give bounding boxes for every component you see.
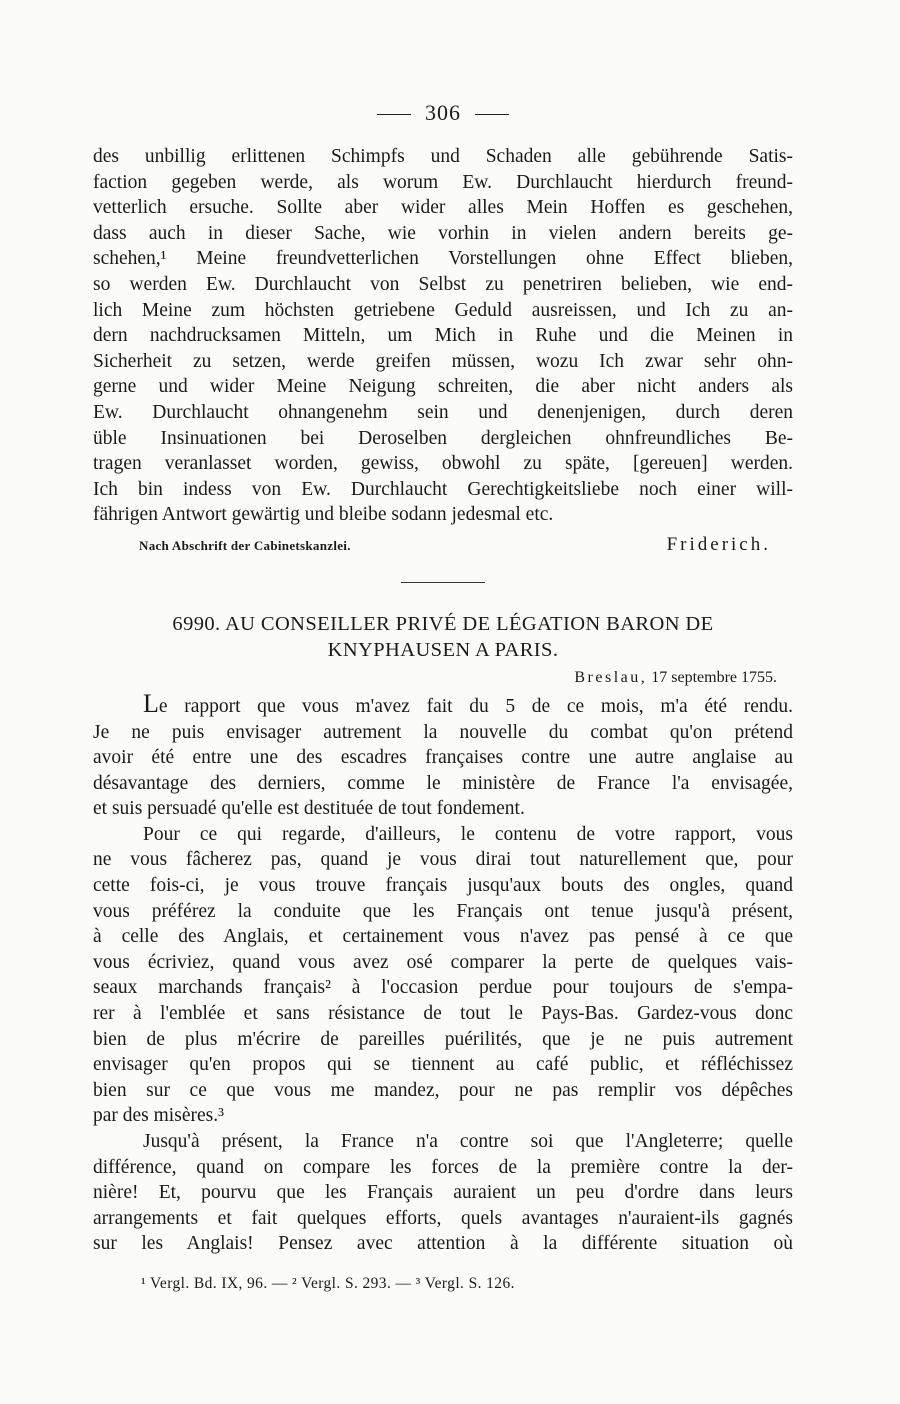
letter1-line: so werden Ew. Durchlaucht von Selbst zu penetriren belieben, wie end-	[93, 273, 793, 295]
letter2-paragraph-1	[93, 688, 793, 822]
letter2-heading	[93, 611, 793, 663]
dateline	[93, 669, 793, 687]
letter2-line: Pour ce qui regarde, d'ailleurs, le contenu de votre rapport, vous	[143, 823, 793, 845]
dash-left	[377, 114, 411, 115]
letter2-line: envisager qu'en propos qui se tiennent au café public, et réfléchissez	[93, 1054, 793, 1076]
letter2-line: Jusqu'à présent, la France n'a contre soi que l'Angleterre; quelle	[143, 1131, 793, 1152]
date-text: 17 septembre 1755.	[651, 668, 777, 686]
heading-line-2: KNYPHAUSEN A PARIS.	[327, 638, 559, 661]
letter1-line: dass auch in dieser Sache, wie vorhin in vielen andern bereits ge-	[93, 222, 793, 244]
letter1-line: dern nachdrucksamen Mitteln, um Mich in Ruhe und die Meinen in	[93, 325, 793, 347]
letter2-line: bien sur ce que vous me mandez, pour ne pas remplir vos dépêches	[93, 1079, 793, 1101]
letter1-line: vetterlich ersuche. Sollte aber wider alles Mein Hoffen es geschehen,	[93, 197, 793, 219]
letter2-line: seaux marchands français² à l'occasion perdue pour toujours de s'empa-	[93, 977, 793, 999]
letter2-paragraph-3	[93, 1129, 793, 1257]
page-number: 306	[425, 100, 461, 125]
letter1-line: des unbillig erlittenen Schimpfs und Schaden alle gebührende Satis-	[93, 146, 793, 167]
letter2-line: bien de plus m'écrire de pareilles puérilités, que je ne puis autrement	[93, 1028, 793, 1050]
letter2-line: vous préférez la conduite que les Français ont tenue jusqu'à présent,	[93, 900, 793, 922]
letter2-paragraph-2	[93, 822, 793, 1129]
letter2-line: ne vous fâcherez pas, quand je vous dirai tout naturellement que, pour	[93, 849, 793, 871]
letter1-line: schehen,¹ Meine freundvetterlichen Vorstellungen ohne Effect blieben,	[93, 248, 793, 270]
letter1-line: faction gegeben werde, als worum Ew. Durchlaucht hierdurch freund-	[93, 171, 793, 193]
footnotes: ¹ Vergl. Bd. IX, 96. — ² Vergl. S. 293. — ³ Vergl. S. 126.	[141, 1274, 515, 1292]
letter1-line: tragen veranlasset worden, gewiss, obwohl zu späte, [gereuen] werden.	[93, 453, 793, 475]
letter2-line: Je ne puis envisager autrement la nouvelle du combat qu'on prétend	[93, 721, 793, 743]
letter2-line: à celle des Anglais, et certainement vous n'avez pas pensé à ce que	[93, 926, 793, 948]
letter1-line: lich Meine zum höchsten getriebene Geduld ausreissen, und Ich zu an-	[93, 299, 793, 321]
letter1-body	[93, 144, 793, 528]
letter1-line: Sicherheit zu setzen, werde greifen müssen, wozu Ich zwar sehr ohn-	[93, 350, 793, 372]
letter1-line: Ew. Durchlaucht ohnangenehm sein und denenjenigen, durch deren	[93, 401, 793, 423]
letter2-line: rer à l'emblée et sans résistance de tout le Pays-Bas. Gardez-vous donc	[93, 1003, 793, 1025]
letter2-line	[93, 688, 793, 720]
heading-line-1: 6990. AU CONSEILLER PRIVÉ DE LÉGATION BARON DE	[172, 612, 714, 635]
letter2-line: désavantage des derniers, comme le ministère de France l'a envisagée,	[93, 772, 793, 794]
dash-right	[475, 114, 509, 115]
letter1-line: Ich bin indess von Ew. Durchlaucht Gerechtigkeitsliebe noch einer will-	[93, 478, 793, 500]
letter2-line-text: e rapport que vous m'avez fait du 5 de ce mois, m'a été rendu.	[158, 695, 793, 717]
section-divider	[401, 582, 485, 583]
source-note: Nach Abschrift der Cabinetskanzlei.	[139, 537, 351, 553]
letter2-line: nière! Et, pourvu que les Français auraient un peu d'ordre dans leurs	[93, 1182, 793, 1204]
letter2-line: avoir été entre une des escadres françaises contre une autre anglaise au	[93, 747, 793, 769]
letter2-line: différence, quand on compare les forces de la première contre la der-	[93, 1156, 793, 1178]
letter2-line: sur les Anglais! Pensez avec attention à la différente situation où	[93, 1233, 793, 1255]
letter1-line: üble Insinuationen bei Deroselben dergleichen ohnfreundliches Be-	[93, 427, 793, 449]
letter2-line: arrangements et fait quelques efforts, quels avantages n'auraient-ils gagnés	[93, 1207, 793, 1229]
signature-row	[93, 534, 793, 556]
letter1-line: gerne und wider Meine Neigung schreiten, die aber nicht anders als	[93, 376, 793, 398]
date-place: Breslau,	[574, 668, 648, 686]
letter1-line: fährigen Antwort gewärtig und bleibe sodann jedesmal etc.	[93, 504, 554, 526]
letter2-line: et suis persuadé qu'elle est destituée de tout fondement.	[93, 798, 525, 820]
initial-letter: L	[143, 688, 159, 718]
letter2-line: vous écriviez, quand vous avez osé comparer la perte de quelques vais-	[93, 951, 793, 973]
signature: Friderich.	[666, 533, 771, 555]
letter2-line: par des misères.³	[93, 1105, 224, 1127]
page-number-row	[93, 100, 793, 126]
document-page	[93, 100, 793, 1293]
letter2-line: cette fois-ci, je vous trouve français jusqu'aux bouts des ongles, quand	[93, 875, 793, 897]
